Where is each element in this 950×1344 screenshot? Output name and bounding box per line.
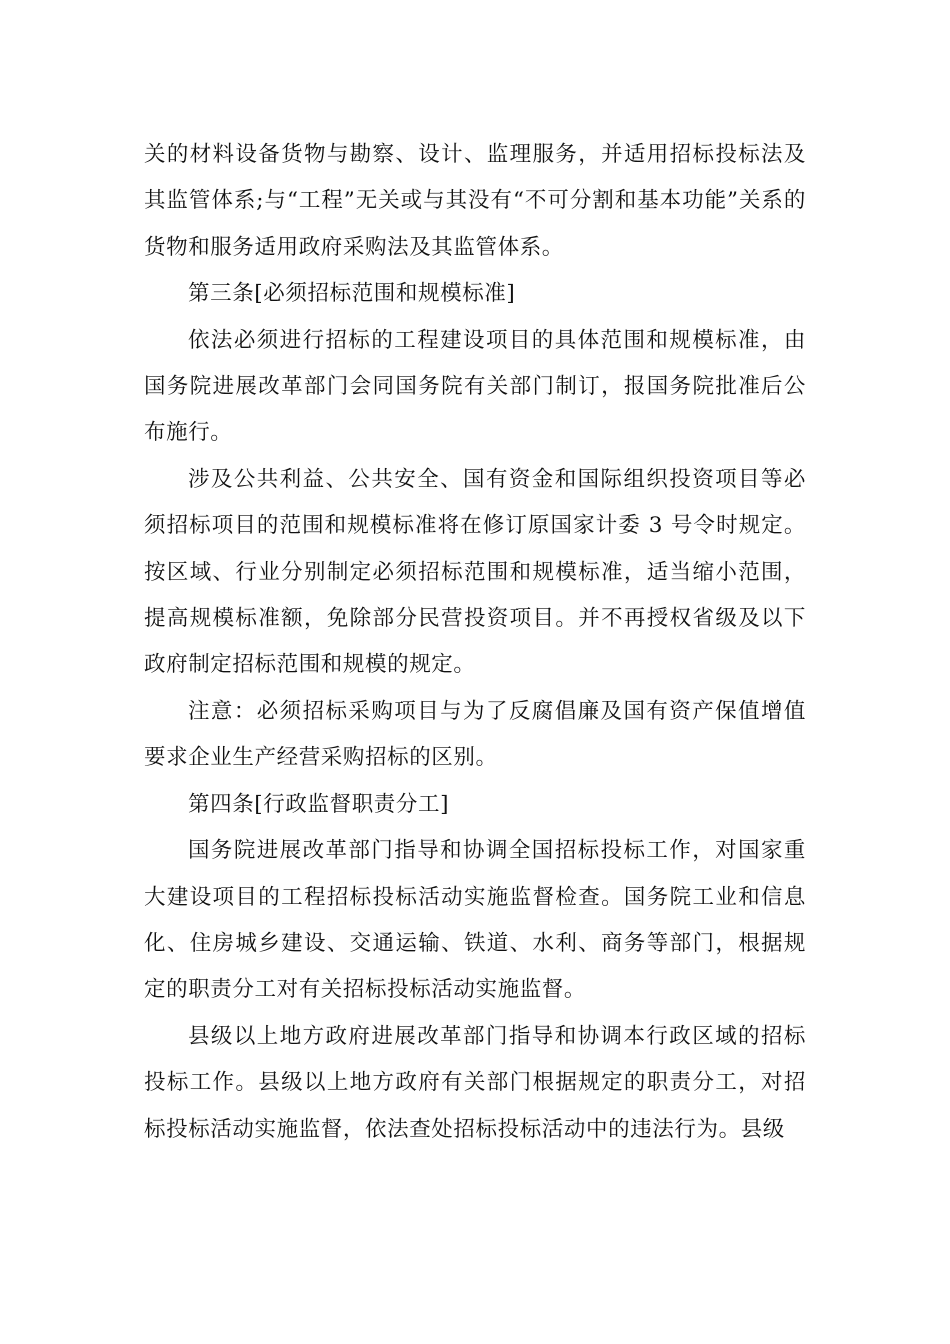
article-3-heading: 第三条[必须招标范围和规模标准] [188, 281, 516, 307]
paragraph-8: 县级以上地方政府进展改革部门指导和协调本行政区域的招标投标工作。县级以上地方政府有关部门根据规定的职责分工，对招标投标活动实施监督，依法查处招标投标活动中的违法行为。县级 [144, 1023, 806, 1142]
article-4-heading: 第四条[行政监督职责分工] [188, 791, 450, 817]
note-paragraph: 注意：必须招标采购项目与为了反腐倡廉及国有资产保值增值要求企业生产经营采购招标的区别。 [144, 698, 806, 771]
paragraph-7: 国务院进展改革部门指导和协调全国招标投标工作，对国家重大建设项目的工程招标投标活动实施监督检查。国务院工业和信息化、住房城乡建设、交通运输、铁道、水利、商务等部门，根据规定的职责分工对有关招标投标活动实施监督。 [144, 838, 806, 1003]
paragraph-3: 依法必须进行招标的工程建设项目的具体范围和规模标准，由国务院进展改革部门会同国务院有关部门制订，报国务院批准后公布施行。 [144, 327, 806, 446]
paragraph-1: 关的材料设备货物与勘察、设计、监理服务，并适用招标投标法及其监管体系;与“工程”无关或与其没有“不可分割和基本功能”关系的货物和服务适用政府采购法及其监管体系。 [144, 142, 806, 260]
paragraph-4: 涉及公共利益、公共安全、国有资金和国际组织投资项目等必须招标项目的范围和规模标准将在修订原国家计委 3 号令时规定。按区域、行业分别制定必须招标范围和规模标准，适当缩小范围，提高规模标准额，免除部分民营投资项目。并不再授权省级及以下政府制定招标范围和规模的规定。 [144, 466, 806, 678]
document-body [144, 132, 806, 1153]
